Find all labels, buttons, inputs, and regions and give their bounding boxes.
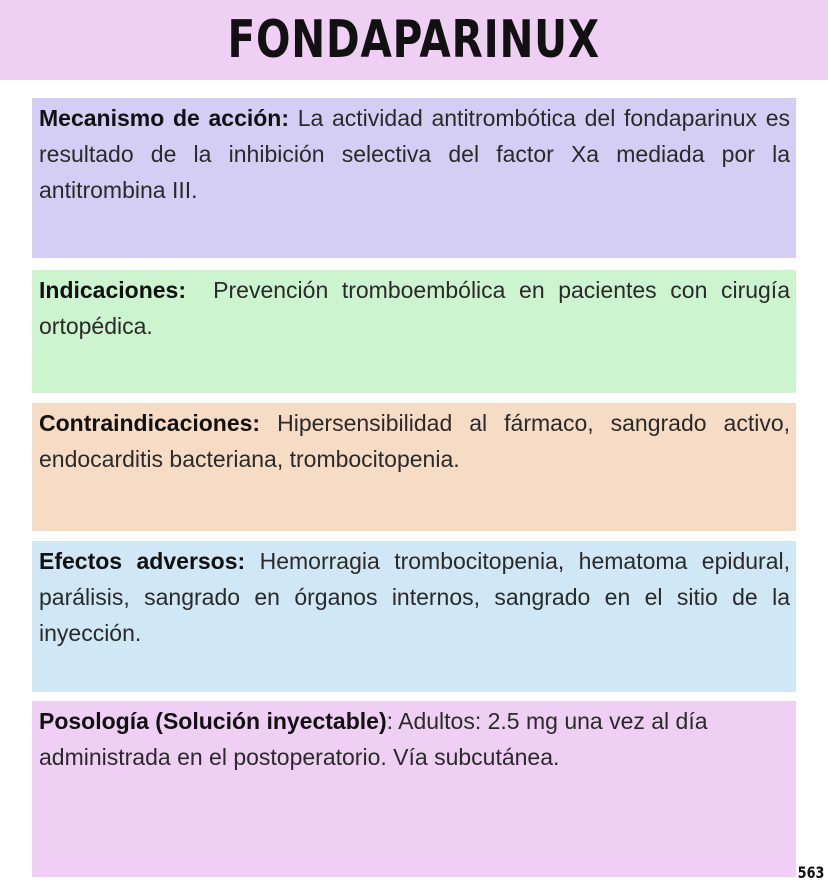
section-indicaciones-text: Prevención tromboembólica en pacientes con cirugía ortopédica. [39, 277, 797, 339]
page-number: 563 [797, 863, 824, 882]
section-indicaciones [32, 270, 796, 393]
section-indicaciones-label: Indicaciones: [39, 277, 186, 303]
section-efectos-adversos [32, 541, 796, 692]
page-title: FONDAPARINUX [227, 10, 601, 70]
section-indicaciones-paragraph [39, 272, 797, 344]
section-posologia-text: : Adultos: 2.5 mg una vez al día administrada en el postoperatorio. Vía subcutánea. [39, 708, 708, 770]
section-posologia [32, 701, 796, 877]
section-contraindicaciones-label: Contraindicaciones: [39, 410, 261, 436]
section-mecanismo-text: La actividad antitrombótica del fondaparinux es resultado de la inhibición selectiva del factor Xa mediada por la antitrombina III. [39, 105, 790, 203]
section-mecanismo-paragraph [39, 100, 790, 208]
section-efectos-adversos-label: Efectos adversos: [39, 548, 246, 574]
section-posologia-paragraph [39, 703, 790, 775]
section-mecanismo-label: Mecanismo de acción: [39, 105, 290, 131]
section-posologia-label: Posología (Solución inyectable) [39, 708, 387, 734]
title-banner [0, 0, 828, 80]
section-mecanismo [32, 98, 796, 258]
section-contraindicaciones [32, 403, 796, 531]
section-efectos-adversos-text: Hemorragia trombocitopenia, hematoma epidural, parálisis, sangrado en órganos internos, sangrado en el sitio de la inyección. [39, 548, 790, 646]
section-contraindicaciones-paragraph [39, 405, 790, 477]
section-contraindicaciones-text: Hipersensibilidad al fármaco, sangrado activo, endocarditis bacteriana, trombocitopenia. [39, 410, 790, 472]
section-efectos-adversos-paragraph [39, 543, 790, 651]
